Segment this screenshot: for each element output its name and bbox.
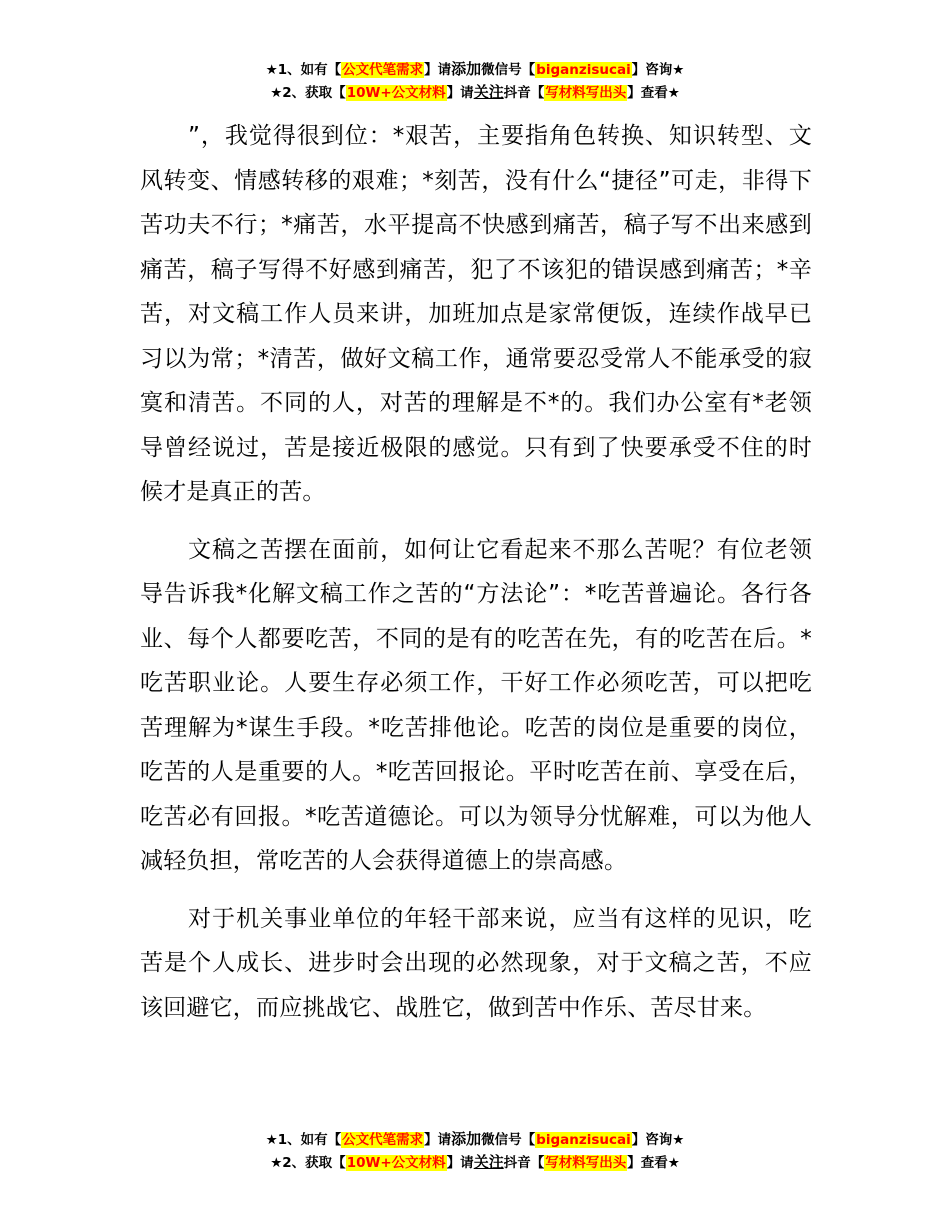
paragraph-1: ”，我觉得很到位：*艰苦，主要指角色转换、知识转型、文风转变、情感转移的艰难；*刻苦，没有什么“捷径”可走，非得下苦功夫不行；*痛苦，水平提高不快感到痛苦，稿子写不出来感到痛苦，稿子写得不好感到痛苦，犯了不该犯的错误感到痛苦；*辛苦，对文稿工作人员来讲，加班加点是家常便饭，连续作战早已习以为常；*清苦，做好文稿工作，通常要忍受常人不能承受的寂寞和清苦。不同的人，对苦的理解是不*的。我们办公室有*老领导曾经说过，苦是接近极限的感觉。只有到了快要承受不住的时候才是真正的苦。	[140, 123, 812, 505]
footer-banner	[0, 1128, 950, 1174]
footer-highlight-douyin-id: 写材料写出头	[545, 1155, 627, 1171]
footer-highlight-service: 公文代笔需求	[342, 1132, 424, 1148]
footer-line-1-wechat-label: 微信号【	[481, 1132, 536, 1148]
header-highlight-wechat-id: biganzisucai	[536, 62, 631, 78]
document-body	[140, 114, 812, 1043]
footer-highlight-wechat-id: biganzisucai	[536, 1132, 631, 1148]
footer-line-1-please: 】请	[424, 1132, 452, 1148]
header-line-2-please: 】请	[446, 85, 474, 101]
footer-line-1	[0, 1128, 950, 1151]
footer-line-2-prefix: ★2、获取【	[270, 1155, 346, 1171]
header-line-2-prefix: ★2、获取【	[270, 85, 346, 101]
header-line-1-please: 】请	[424, 62, 452, 78]
header-line-2-douyin-label: 抖音【	[503, 85, 545, 101]
header-line-1-add: 添加	[451, 60, 482, 78]
paragraph-3: 对于机关事业单位的年轻干部来说，应当有这样的见识，吃苦是个人成长、进步时会出现的必然现象，对于文稿之苦，不应该回避它，而应挑战它、战胜它，做到苦中作乐、苦尽甘来。	[140, 905, 812, 1021]
header-line-1-suffix: 】咨询★	[631, 62, 685, 78]
header-line-1	[0, 58, 950, 81]
header-line-2-suffix: 】查看★	[627, 85, 680, 101]
header-highlight-douyin-id: 写材料写出头	[545, 85, 627, 101]
footer-line-2	[0, 1151, 950, 1174]
header-line-1-prefix: ★1、如有【	[265, 62, 342, 78]
header-line-2-follow: 关注	[473, 83, 504, 101]
footer-line-1-add: 添加	[451, 1130, 482, 1148]
footer-highlight-materials: 10W+公文材料	[346, 1155, 446, 1171]
header-line-1-wechat-label: 微信号【	[481, 62, 536, 78]
footer-line-2-follow: 关注	[473, 1153, 504, 1171]
paragraph-2: 文稿之苦摆在面前，如何让它看起来不那么苦呢？有位老领导告诉我*化解文稿工作之苦的“方法论”：*吃苦普遍论。各行各业、每个人都要吃苦，不同的是有的吃苦在先，有的吃苦在后。*吃苦职业论。人要生存必须工作，干好工作必须吃苦，可以把吃苦理解为*谋生手段。*吃苦排他论。吃苦的岗位是重要的岗位，吃苦的人是重要的人。*吃苦回报论。平时吃苦在前、享受在后，吃苦必有回报。*吃苦道德论。可以为领导分忧解难，可以为他人减轻负担，常吃苦的人会获得道德上的崇高感。	[140, 536, 812, 874]
header-banner	[0, 58, 950, 104]
footer-line-1-prefix: ★1、如有【	[265, 1132, 342, 1148]
footer-line-2-please: 】请	[446, 1155, 474, 1171]
footer-line-1-suffix: 】咨询★	[631, 1132, 685, 1148]
footer-line-2-suffix: 】查看★	[627, 1155, 680, 1171]
footer-line-2-douyin-label: 抖音【	[503, 1155, 545, 1171]
header-highlight-materials: 10W+公文材料	[346, 85, 446, 101]
header-line-2	[0, 81, 950, 104]
header-highlight-service: 公文代笔需求	[342, 62, 424, 78]
